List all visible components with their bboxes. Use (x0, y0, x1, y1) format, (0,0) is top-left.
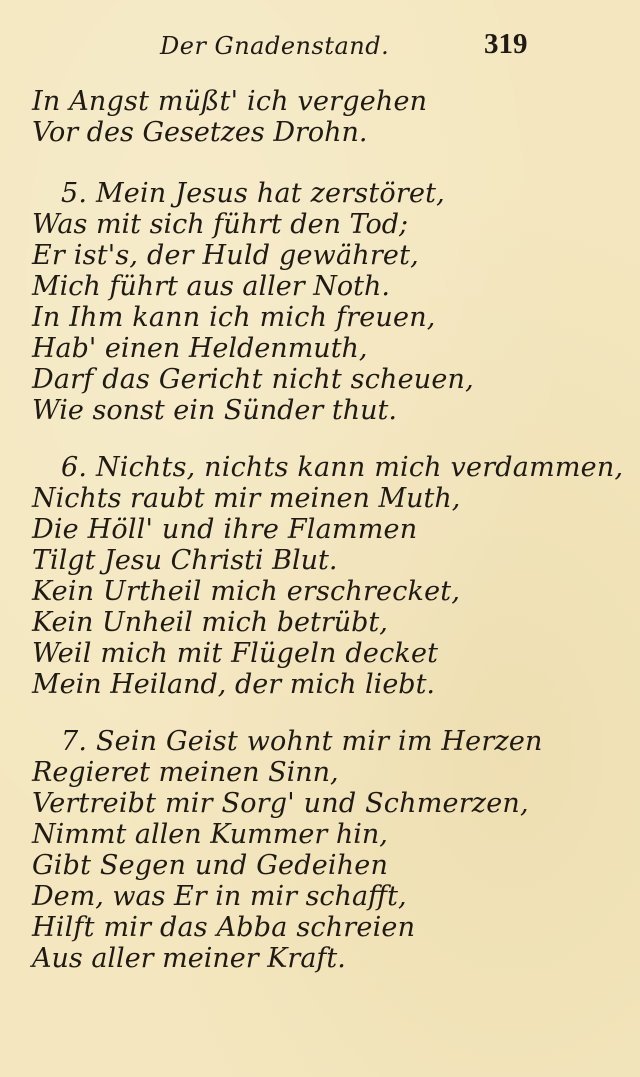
verse-line: Was mit sich führt den Tod; (32, 209, 409, 240)
hymn-text (32, 86, 622, 1000)
verse-line: Aus aller meiner Kraft. (32, 943, 346, 974)
verse-line: Wie sonst ein Sünder thut. (32, 395, 397, 426)
verse-line: Er ist's, der Huld gewähret, (32, 240, 419, 271)
verse-line: Vor des Gesetzes Drohn. (32, 117, 368, 148)
verse-line: Gibt Segen und Gedeihen (32, 850, 389, 881)
verse-line: Hab' einen Heldenmuth, (32, 333, 368, 364)
verse-line: In Ihm kann ich mich freuen, (32, 302, 436, 333)
verse-line: Tilgt Jesu Christi Blut. (32, 545, 338, 576)
page-header (0, 28, 640, 68)
page-number: 319 (484, 28, 528, 60)
verse-line: Regieret meinen Sinn, (32, 757, 339, 788)
verse-line: Nimmt allen Kummer hin, (32, 819, 388, 850)
stanza-6 (32, 452, 622, 700)
verse-line: 7. Sein Geist wohnt mir im Herzen (61, 726, 543, 757)
verse-line: In Angst müßt' ich vergehen (32, 86, 428, 117)
verse-line: Kein Unheil mich betrübt, (32, 607, 388, 638)
verse-line: Die Höll' und ihre Flammen (32, 514, 418, 545)
verse-line: Weil mich mit Flügeln decket (32, 638, 439, 669)
verse-line: Darf das Gericht nicht scheuen, (32, 364, 474, 395)
stanza-5 (32, 178, 622, 426)
verse-line: 5. Mein Jesus hat zerstöret, (61, 178, 445, 209)
verse-line: Mich führt aus aller Noth. (32, 271, 390, 302)
verse-line: Vertreibt mir Sorg' und Schmerzen, (32, 788, 529, 819)
running-title: Der Gnadenstand. (160, 32, 390, 60)
stanza-continuation (32, 86, 622, 148)
verse-line: Nichts raubt mir meinen Muth, (32, 483, 461, 514)
verse-line: Hilft mir das Abba schreien (32, 912, 416, 943)
verse-line: Kein Urtheil mich erschrecket, (32, 576, 461, 607)
verse-line: 6. Nichts, nichts kann mich verdammen, (61, 452, 624, 483)
stanza-7 (32, 726, 622, 974)
verse-line: Mein Heiland, der mich liebt. (32, 669, 436, 700)
verse-line: Dem, was Er in mir schafft, (32, 881, 407, 912)
